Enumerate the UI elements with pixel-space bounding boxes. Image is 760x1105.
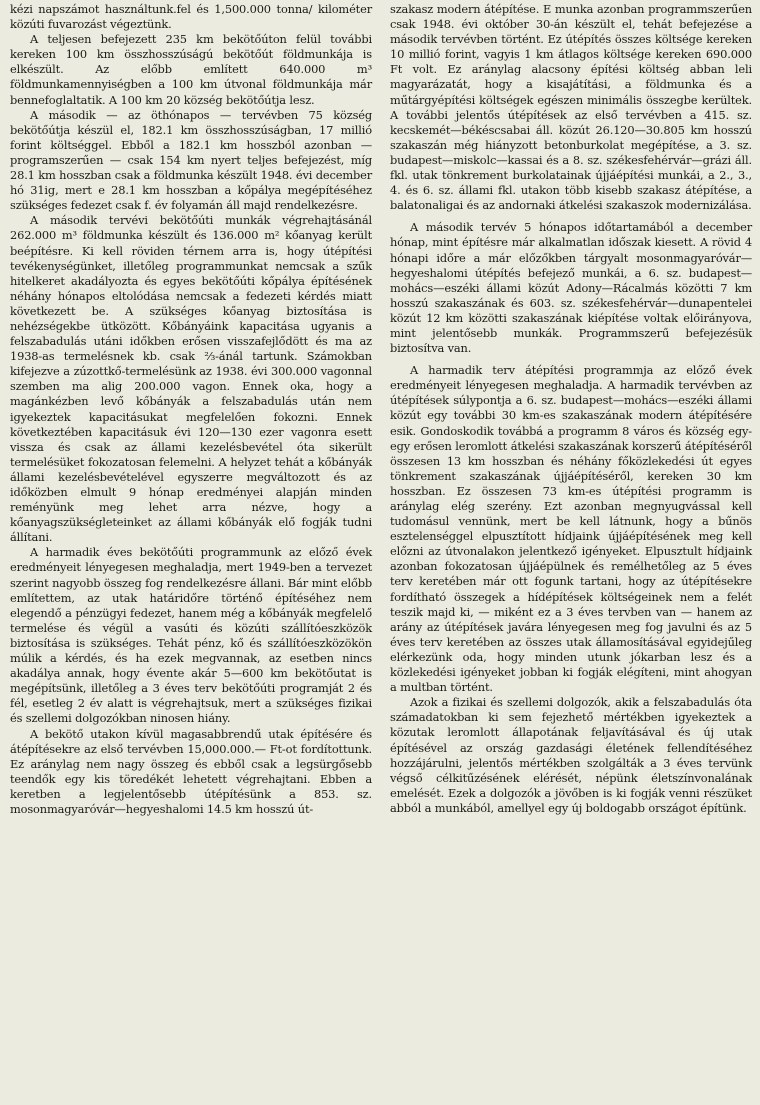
paragraph: kézi napszámot használtunk.fel és 1,500.000 tonna/ kilométer közúti fuvarozást végeztünk. [10,2,372,32]
paragraph: A második tervév 5 hónapos időtartamából a december hónap, mint építésre már alkalmatlan időszak kiesett. A rövid 4 hónapi időre a már előzőkben tárgyalt mosonmagyaróvár—hegyeshalomi útépítés befejező munkái, a 6. sz. budapest—mohács—eszéki állami közút Adony—Rácalmás közötti 7 km hosszú szakaszának és 603. sz. székesfehérvár—dunapentelei közút 12 km közötti szakaszának kiépítése voltak előirányova, mint jelentősebb munkák. Programmszerű befejezésük biztosítva van. [390,220,752,356]
paragraph: A második tervévi bekötőúti munkák végrehajtásánál 262.000 m³ földmunka készült és 136.000 m² kőanyag került beépítésre. Ki kell röviden térnem arra is, hogy útépítési tevékenységünket, illetőleg programmunkat nemcsak a szűk hitelkeret akadályozta és egyes bekötőúti kőpálya építésének néhány hónapos eltolódása nemcsak a fedezeti kérdés miatt következett be. A szükséges kőanyag biztosítása is nehézségekbe ütközött. Kőbányáink kapacitása ugyanis a felszabadulás utáni időkben erősen visszafejlődött és ma az 1938-as termelésnek kb. csak ⅔-ánál tartunk. Számokban kifejezve a zúzottkő-termelésünk az 1938. évi 300.000 vagonnal szemben ma alig 200.000 vagon. Ennek oka, hogy a magánkézben levő kőbányák a felszabadulás után nem igyekeztek kapacitásukat megfelelően fokozni. Ennek következtében kapacitásuk évi 120—130 ezer vagonra esett vissza és csak az állami kezelésbevétel óta sikerült termelésüket fokozatosan felemelni. A helyzet tehát a kőbányák állami kezelésbevételével egyszerre megváltozott és az időközben elmult 9 hónap eredményei alapján minden reményünk meg lehet arra nézve, hogy a kőanyagszükségleteinket az állami kőbányák elő fogják tudni állítani. [10,213,372,545]
right-column [390,2,752,1105]
left-column [10,2,372,1105]
paragraph: A harmadik terv átépítési programmja az előző évek eredményeit lényegesen meghaladja. A harmadik tervévben az útépítések súlypontja a 6. sz. budapest—mohács—eszéki állami közút egy további 30 km-es szakaszának modern átépítésére esik. Gondoskodik továbbá a programm 8 város és község egy-egy erősen leromlott átkelési szakaszának korszerű átépítéséről összesen 13 km hosszban és néhány főközlekedési út egyes tönkrement szakaszának újjáépítéséről, kereken 30 km hosszban. Ez összesen 73 km-es útépítési programm is aránylag elég szerény. Ezt azonban megnyugvással kell tudomásul vennünk, mert be kell látnunk, hogy a bűnös esztelenséggel elpusztított hídjaink újjáépítésének meg kell előzni az útvonalakon jelentkező igényeket. Elpusztult hídjaink azonban fokozatosan újjáépülnek és remélhetőleg az 5 éves terv keretében már ott fogunk tartani, hogy az útépítésekre fordítható összegek a hídépítések költségeinek nem a felét teszik majd ki, — miként ez a 3 éves tervben van — hanem az arány az útépítések javára lényegesen meg fog javulni és az 5 éves terv keretében az összes utak államosításával egyidejűleg elérkezünk oda, hogy minden utunk jókarban lesz és a közlekedési igényeket jobban ki fogják elégíteni, mint ahogyan a multban történt. [390,363,752,695]
paragraph: A teljesen befejezett 235 km bekötőúton felül további kereken 100 km összhosszúságú bekötőút földmunkája is elkészült. Az előbb említett 640.000 m³ földmunkamennyiségben a 100 km útvonal földmunkája már bennefoglaltatik. A 100 km 20 község bekötőútja lesz. [10,32,372,107]
paragraph: A bekötő utakon kívül magasabbrendű utak építésére és átépítésekre az első tervévben 15,000.000.— Ft-ot fordítottunk. Ez aránylag nem nagy összeg és ebből csak a legsürgősebb teendők egy kis töredékét lehetett végrehajtani. Ebben a keretben a legjelentősebb útépítésünk a 853. sz. mosonmagyaróvár—hegyeshalomi 14.5 km hosszú út- [10,726,372,816]
paragraph: Azok a fizikai és szellemi dolgozók, akik a felszabadulás óta számadatokban ki sem fejezhető mértékben igyekeztek a közutak leromlott állapotának feljavításával és új utak építésével az ország gazdasági életének fellendítéséhez hozzájárulni, jelentős mértékben szolgálták a 3 éves tervünk végső célkitűzésének elérését, népünk életszínvonalának emelését. Ezek a dolgozók a jövőben is ki fogják venni részüket abból a munkából, amellyel egy új boldogabb országot építünk. [390,695,752,815]
paragraph: A harmadik éves bekötőúti programmunk az előző évek eredményeit lényegesen meghaladja, mert 1949-ben a tervezet szerint nagyobb összeg fog rendelkezésre állani. Bár mint előbb említettem, az utak határidőre történő építéséhez nem elegendő a pénzügyi fedezet, hanem még a kőbányák megfelelő termelése és végül a vasúti és közúti szállítóeszközök biztosítása is szükséges. Tehát pénz, kő és szállítóeszközökön múlik a kérdés, és ha ezek megvannak, az esetben nincs akadálya annak, hogy évente akár 5—600 km bekötőutat is megépítsünk, illetőleg a 3 éves terv bekötőúti programját 2 és fél, esetleg 2 év alatt is végrehajtsuk, mert a szükséges fizikai és szellemi dolgozókban ninosen hiány. [10,545,372,726]
paragraph: A második — az öthónapos — tervévben 75 község bekötőútja készül el, 182.1 km összhosszúságban, 17 millió forint költséggel. Ebből a 182.1 km hosszból azonban — programszerűen — csak 154 km nyert teljes befejezést, míg 28.1 km hosszban csak a földmunka készült 1948. évi december hó 31ig, mert e 28.1 km hosszban a kőpálya megépítéséhez szükséges fedezet csak f. év folyamán áll majd rendelkezésre. [10,107,372,213]
paragraph: szakasz modern átépítése. E munka azonban programmszerűen csak 1948. évi október 30-án készült el, tehát befejezése a második tervévben történt. Ez útépítés összes költsége kereken 10 millió forint, vagyis 1 km átlagos költsége kereken 690.000 Ft volt. Ez aránylag alacsony építési költség abban leli magyarázatát, hogy a kisajátítási, a földmunka és a műtárgyépítési költségek egészen minimális összegbe kerültek. A további jelentős útépítések az első tervévben a 415. sz. kecskemét—békéscsabai áll. közút 26.120—30.805 km hosszú szakaszán még hiányzott betonburkolat megépítése, a 3. sz. budapest—miskolc—kassai és a 8. sz. székesfehérvár—grázi áll. fkl. utak tönkrement burkolatainak újjáépítési munkái, a 2., 3., 4. és 6. sz. állami fkl. utakon több kisebb szakasz átépítése, a balatonaligai és az andornaki átkelési szakaszok modernizálása. [390,2,752,213]
